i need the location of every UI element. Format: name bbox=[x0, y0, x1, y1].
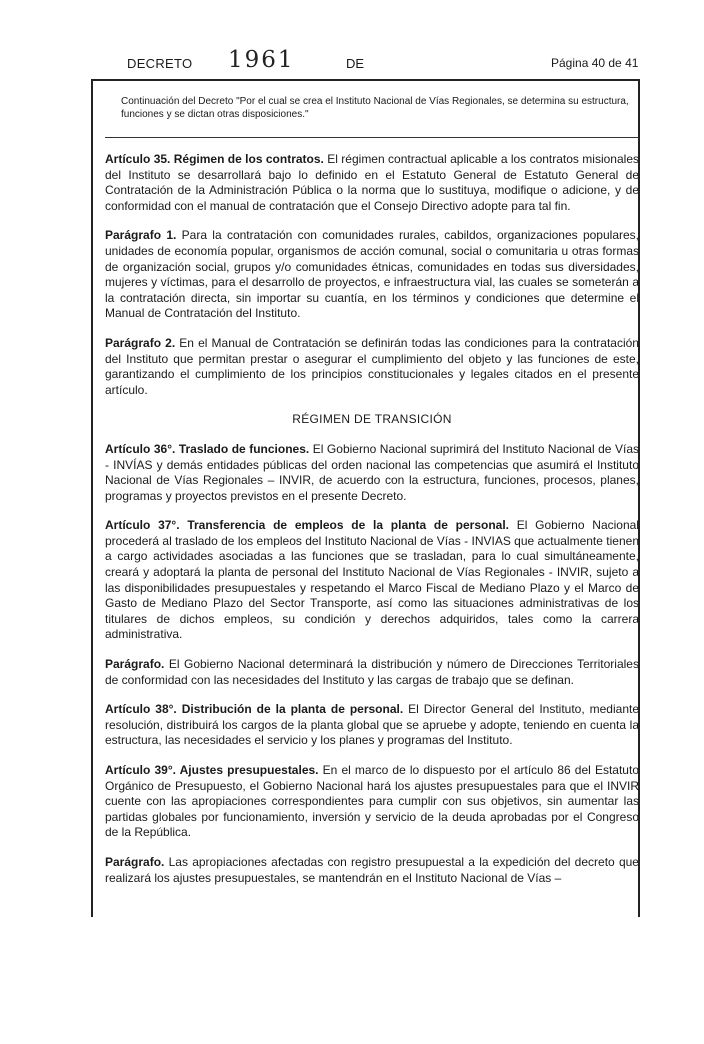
paragrafo-1-text: Para la contratación con comunidades rurales, cabildos, organizaciones populares, unidades de economía popular, organismos de acción comunal, social o comunitaria u otras formas de organización social, grupos y/o comunidades étnicas, comunidades en todas sus diversidades, mujeres y víctimas, para el desarrollo de proyectos, e infraestructura vial, las cuales se someterán a la contratación directa, sin importar su cuantía, en los términos y condiciones que determine el Manual de Contratación del Instituto. bbox=[105, 228, 639, 321]
paragrafo-39-heading: Parágrafo. bbox=[105, 854, 165, 869]
document-body bbox=[105, 96, 639, 900]
article-36-text: El Gobierno Nacional suprimirá del Instituto Nacional de Vías - INVÍAS y demás entidades públicas del orden nacional las competencias que asumirá el Instituto Nacional de Vías Regionales – INVIR, de acuerdo con la estructura, funciones, procesos, planes, programas y proyectos previstos en el presente Decreto. bbox=[105, 441, 639, 503]
article-37-heading: Artículo 37°. Transferencia de empleos de la planta de personal. bbox=[105, 518, 509, 533]
decreto-number: 1961 bbox=[228, 47, 295, 73]
article-38 bbox=[105, 702, 639, 749]
article-37 bbox=[105, 518, 639, 643]
paragrafo-39-text: Las apropiaciones afectadas con registro presupuestal a la expedición del decreto que realizará los ajustes presupuestales, se mantendrán en el Instituto Nacional de Vías – bbox=[105, 854, 639, 885]
paragrafo-1 bbox=[105, 228, 639, 322]
de-label: DE bbox=[346, 56, 365, 71]
article-36-heading: Artículo 36°. Traslado de funciones. bbox=[105, 441, 310, 456]
article-38-heading: Artículo 38°. Distribución de la planta de personal. bbox=[105, 702, 404, 717]
paragrafo-2-text: En el Manual de Contratación se definirán todas las condiciones para la contratación del Instituto que permitan prestar o asegurar el cumplimiento del objeto y las funciones de este, garantizando el cumplimiento de los principios constitucionales y legales citados en el presente artículo. bbox=[105, 335, 639, 397]
divider bbox=[105, 137, 639, 138]
paragrafo-2 bbox=[105, 336, 639, 398]
paragrafo-2-heading: Parágrafo 2. bbox=[105, 335, 176, 350]
article-39-heading: Artículo 39°. Ajustes presupuestales. bbox=[105, 763, 319, 777]
paragrafo-37-heading: Parágrafo. bbox=[105, 657, 165, 672]
continuation-note: Continuación del Decreto "Por el cual se crea el Instituto Nacional de Vías Regionales, se determina su estructura, funciones y se dictan otras disposiciones." bbox=[121, 96, 629, 120]
article-39 bbox=[105, 763, 639, 841]
paragrafo-1-heading: Parágrafo 1. bbox=[105, 228, 177, 243]
paragrafo-37-text: El Gobierno Nacional determinará la distribución y número de Direcciones Territoriales de conformidad con las necesidades del Instituto y las cargas de trabajo que se definan. bbox=[105, 657, 639, 687]
article-39-text: En el marco de lo dispuesto por el artículo 86 del Estatuto Orgánico de Presupuesto, el Gobierno Nacional hará los ajustes presupuestales para que el INVIR cuente con las apropiaciones correspondientes para cumplir con sus objetivos, sin aumentar las partidas globales por funcionamiento, inversión y servicio de la deuda aprobadas por el Congreso de la República. bbox=[105, 763, 639, 840]
article-35-heading: Artículo 35. Régimen de los contratos. bbox=[105, 152, 324, 166]
article-35 bbox=[105, 152, 639, 214]
paragrafo-39 bbox=[105, 855, 639, 886]
article-35-text: El régimen contractual aplicable a los contratos misionales del Instituto se desarrollará bajo lo definido en el Estatuto General de Estatuto General de Contratación de la Administración Pública o la norma que lo sustituya, modifique o adicione, y de conformidad con el manual de contratación que el Consejo Directivo adopte para tal fin. bbox=[105, 152, 639, 213]
transition-title: RÉGIMEN DE TRANSICIÓN bbox=[292, 412, 452, 427]
article-36 bbox=[105, 442, 639, 504]
article-37-text: El Gobierno Nacional procederá al traslado de los empleos del Instituto Nacional de Vías - INVIAS que actualmente tienen a cargo actividades asociadas a las funciones que se trasladan, para lo cual simultáneamente, creará y adoptará la planta de personal del Instituto Nacional de Vías Regionales - INVIR, sujeto a las disponibilidades presupuestales y respetando el Marco Fiscal de Mediano Plazo y el Marco de Gasto de Mediano Plazo del Sector Transporte, así como las situaciones administrativas de los titulares de dichos empleos, su condición y derechos adquiridos, tales como la carrera administrativa. bbox=[105, 518, 639, 642]
page-header bbox=[0, 0, 704, 80]
decreto-label: DECRETO bbox=[127, 56, 193, 71]
page-number: Página 40 de 41 bbox=[551, 56, 639, 70]
article-38-text: El Director General del Instituto, mediante resolución, distribuirá los cargos de la planta global que se apruebe y adopte, teniendo en cuenta la estructura, las necesidades el servicio y los planes y programas del Instituto. bbox=[105, 702, 639, 748]
paragrafo-37 bbox=[105, 657, 639, 688]
